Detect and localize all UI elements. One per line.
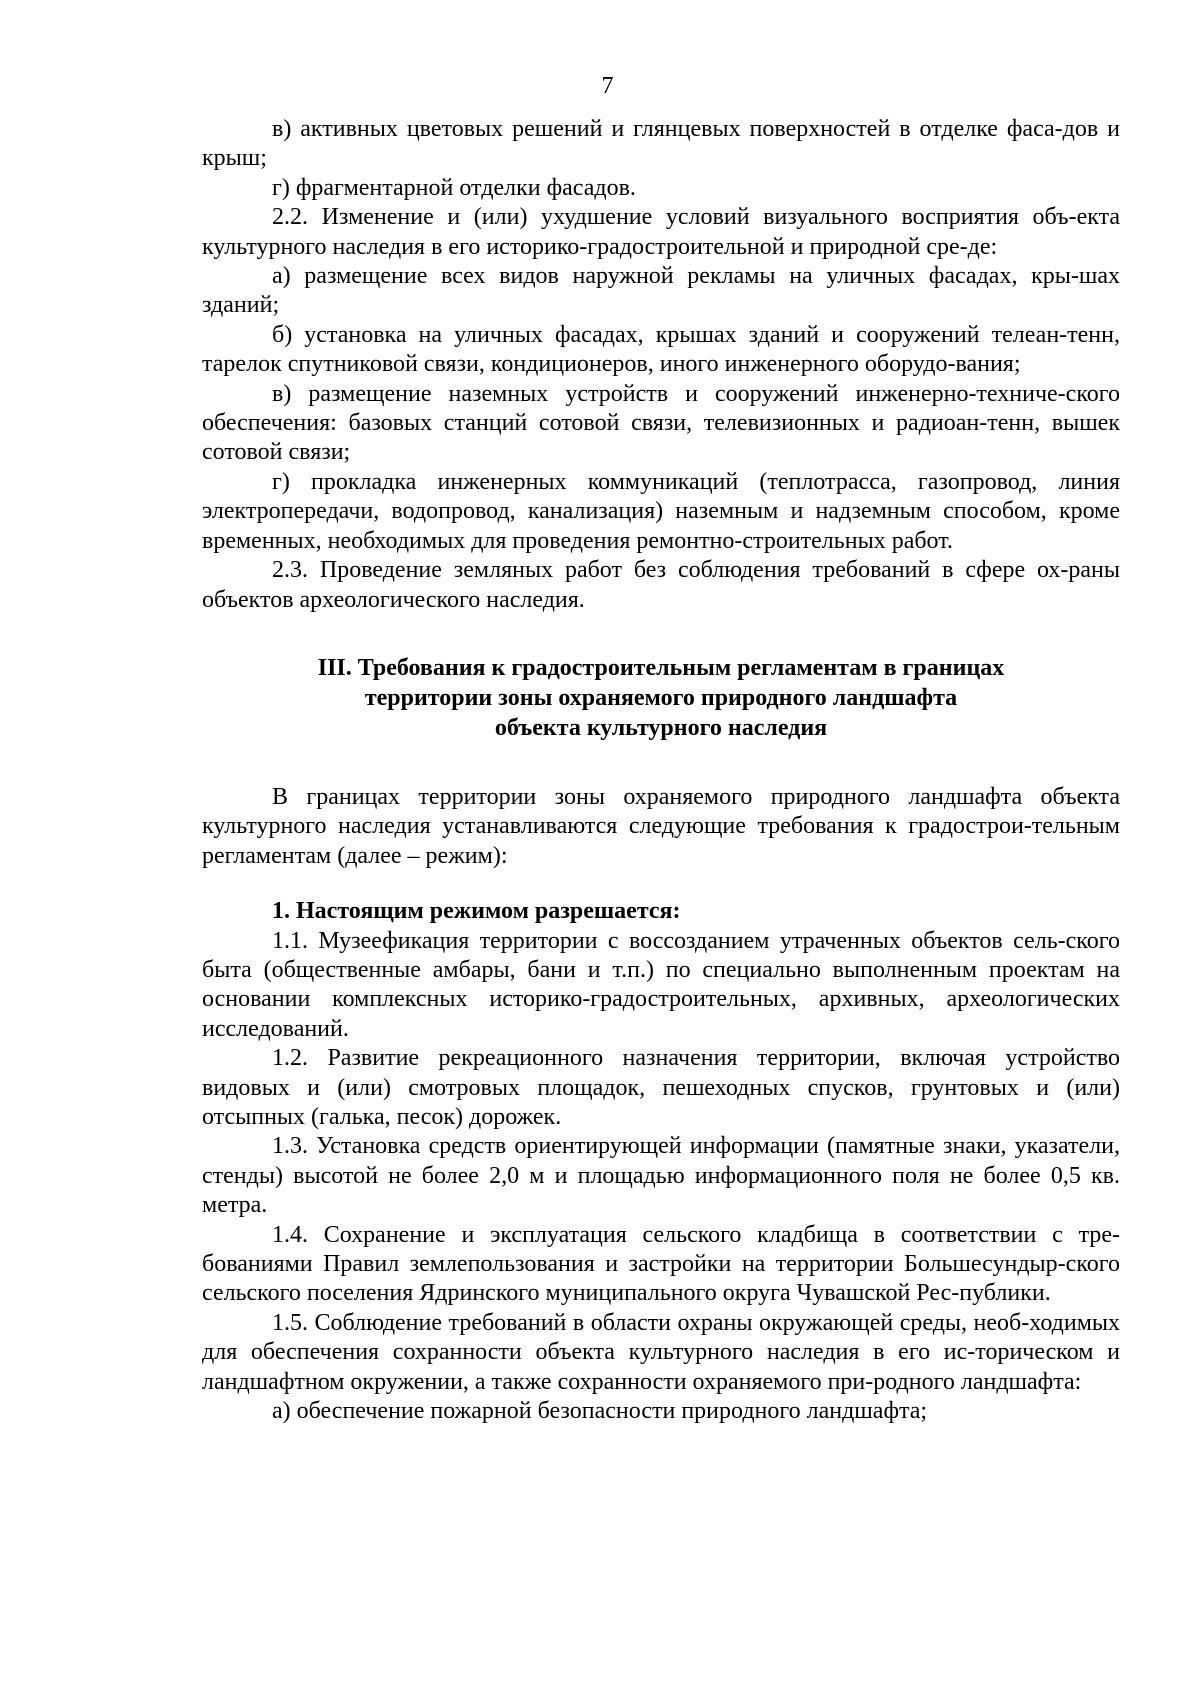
paragraph-2-2v: в) размещение наземных устройств и сооружений инженерно-техниче-ского обеспечения: базовых станций сотовой связи, телевизионных и радиоан-тенн, вышек сотовой связи; <box>202 380 1120 466</box>
paragraph-1-5a: а) обеспечение пожарной безопасности природного ландшафта; <box>272 1398 928 1425</box>
paragraph-1-5: 1.5. Соблюдение требований в области охраны окружающей среды, необ-ходимых для обеспечения сохранности объекта культурного наследия в его ис-торическом и ландшафтном окружении, а также сохранности охраняемого при-родного ландшафта: <box>202 1309 1120 1395</box>
intro-paragraph: В границах территории зоны охраняемого природного ландшафта объекта культурного наследия устанавливаются следующие требования к градострои-тельным регламентам (далее – режим): <box>202 783 1120 869</box>
paragraph-3v: в) активных цветовых решений и глянцевых поверхностей в отделке фаса-дов и крыш; <box>202 116 1120 172</box>
paragraph-2-2: 2.2. Изменение и (или) ухудшение условий визуального восприятия объ-екта культурного наследия в его историко-градостроительной и природной сре-де: <box>202 204 1120 260</box>
subheading-allowed: 1. Настоящим режимом разрешается: <box>272 898 681 925</box>
page-number: 7 <box>601 73 614 99</box>
paragraph-1-2: 1.2. Развитие рекреационного назначения территории, включая устройство видовых и (или) смотровых площадок, пешеходных спусков, грунтовых и (или) отсыпных (галька, песок) дорожек. <box>202 1045 1120 1130</box>
document-body <box>202 115 1120 1426</box>
paragraph-1-1: 1.1. Музеефикация территории с воссозданием утраченных объектов сель-ского быта (общественные амбары, бани и т.п.) по специально выполненным проектам на основании комплексных историко-градостроительных, архивных, археологических исследований. <box>202 927 1120 1042</box>
section-heading-line-1: III. Требования к градостроительным регламентам в границах <box>317 654 1005 681</box>
paragraph-2-2a: а) размещение всех видов наружной рекламы на уличных фасадах, кры-шах зданий; <box>202 263 1120 319</box>
paragraph-2-2b: б) установка на уличных фасадах, крышах зданий и сооружений телеан-тенн, тарелок спутниковой связи, кондиционеров, иного инженерного оборудо-вания; <box>202 321 1120 378</box>
paragraph-2-3: 2.3. Проведение земляных работ без соблюдения требований в сфере ох-раны объектов археологического наследия. <box>202 557 1120 613</box>
paragraph-2-2g: г) прокладка инженерных коммуникаций (теплотрасса, газопровод, линия электропередачи, водопровод, канализация) наземным и надземным способом, кроме временных, необходимых для проведения ремонтно-строительных работ. <box>202 468 1120 554</box>
paragraph-1-3: 1.3. Установка средств ориентирующей информации (памятные знаки, указатели, стенды) высотой не более 2,0 м и площадью информационного поля не более 0,5 кв. метра. <box>202 1133 1120 1219</box>
paragraph-1-4: 1.4. Сохранение и эксплуатация сельского кладбища в соответствии с тре-бованиями Правил землепользования и застройки на территории Большесундыр-ского сельского поселения Ядринского муниципального округа Чувашской Рес-публики. <box>202 1221 1120 1307</box>
section-heading-line-2: территории зоны охраняемого природного ландшафта <box>364 684 958 711</box>
section-heading <box>202 653 1120 743</box>
paragraph-3g: г) фрагментарной отделки фасадов. <box>272 174 636 201</box>
section-heading-line-3: объекта культурного наследия <box>494 714 828 741</box>
